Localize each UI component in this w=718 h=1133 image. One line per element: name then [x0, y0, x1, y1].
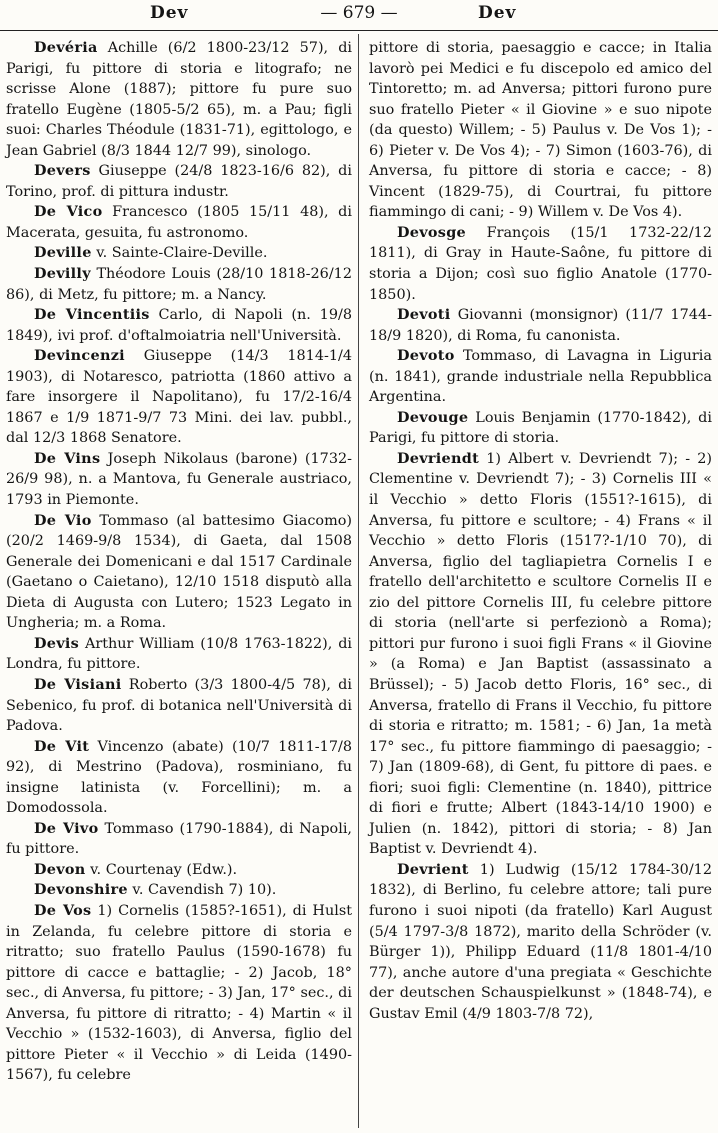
entry-headword: De Vins — [34, 449, 101, 467]
entry — [6, 819, 352, 860]
entry — [369, 860, 712, 1024]
entry-headword: De Visiani — [34, 675, 122, 693]
entry — [6, 161, 352, 202]
entry-headword: Devilly — [34, 265, 91, 283]
entry — [6, 243, 352, 264]
entry — [6, 202, 352, 243]
entry-headword: Devis — [34, 634, 80, 652]
entry-headword: De Vivo — [34, 819, 99, 837]
entry-text: pittore di storia, paesaggio e cacce; in Italia lavorò pei Medici e fu discepolo ed amico del Tintoretto; m. ad Anversa; pittori furono pure suo fratello Pieter « il Giovine » e suo nipote (da questo) Willem; - 5) Paulus v. De Vos 1); - 6) Pieter v. De Vos 4); - 7) Simon (1603-76), di Anversa, fu pittore di storia e cacce; - 8) Vincent (1829-75), di Courtrai, fu pittore fiammingo di cani; - 9) Willem v. De Vos 4). — [369, 40, 712, 221]
entry — [6, 449, 352, 511]
running-header — [0, 0, 718, 31]
entry-text: 1) Cornelis (1585?-1651), di Hulst in Zelanda, fu celebre pittore di storia e ritratto; suo fratello Paulus (1590-1678) fu pittore di cacce e battaglie; - 2) Jacob, 18° sec., di Anversa, fu pittore; - 3) Jan, 17° sec., di Anversa, fu pittore di ritratto; - 4) Martin « il Vecchio » (1532-1603), di Anversa, figlio del pittore Pieter « il Vecchio » di Leida (1490-1567), fu celebre — [6, 902, 352, 1084]
entry-headword: Devincenzi — [34, 347, 125, 365]
entry-text: Carlo, di Napoli (n. 19/8 1849), ivi prof. d'oftalmoiatria nell'Università. — [6, 307, 352, 344]
entry-headword: Devon — [34, 860, 86, 878]
entry — [6, 305, 352, 346]
entry — [369, 449, 712, 860]
entry-headword: Devouge — [397, 408, 469, 426]
entry-text: Tommaso, di Lavagna in Liguria (n. 1841), grande industriale nella Repubblica Argentina. — [369, 348, 712, 406]
entry-text: Louis Benjamin (1770-1842), di Parigi, fu pittore di storia. — [369, 409, 712, 447]
entry — [6, 346, 352, 449]
entry-headword: Devoto — [397, 347, 455, 365]
entry-text: Vincenzo (abate) (10/7 1811-17/8 92), di Mestrino (Padova), rosminiano, fu insigne latinista (v. Forcellini); m. a Domodossola. — [6, 738, 352, 817]
entry — [6, 38, 352, 161]
entry — [6, 511, 352, 634]
entry — [369, 346, 712, 408]
entry-headword: Deville — [34, 244, 92, 262]
entry-headword: De Vio — [34, 511, 92, 529]
header-right-guide-word: Dev — [478, 3, 517, 23]
column-divider — [358, 34, 359, 1128]
entry-text: Giovanni (monsignor) (11/7 1744-18/9 1820), di Roma, fu canonista. — [369, 307, 712, 344]
entry-headword: De Vico — [34, 203, 103, 221]
entry-text: Tommaso (al battesimo Giacomo) (20/2 1469-9/8 1534), di Gaeta, dal 1508 Generale dei Domenicani e dal 1517 Cardinale (Gaetano o Caietano), 12/10 1518 disputò alla Dieta di Augusta con Lutero; 1523 Legato in Ungheria; m. a Roma. — [6, 512, 352, 632]
entry-headword: Devosge — [397, 223, 467, 241]
left-column — [6, 38, 352, 1086]
entry-text: v. Courtenay (Edw.). — [90, 861, 238, 878]
entry-headword: Devriendt — [397, 449, 480, 467]
entry-text: François (15/1 1732-22/12 1811), di Gray in Haute-Saône, fu pittore di storia a Dijon; così suo figlio Anatole (1770-1850). — [369, 224, 712, 303]
entry-text: Francesco (1805 15/11 48), di Macerata, gesuita, fu astronomo. — [6, 204, 352, 241]
entry — [369, 223, 712, 305]
entry-headword: De Vit — [34, 737, 90, 755]
entry-text: Giuseppe (14/3 1814-1/4 1903), di Notaresco, patriotta (1860 attivo a fare insorgere il Napolitano), fu 17/2-16/4 1867 e 1/9 1871-9/7 73 Mini. dei lav. pubbl., dal 12/3 1868 Senatore. — [6, 348, 353, 447]
entry-text: Achille (6/2 1800-23/12 57), di Parigi, fu pittore di storia e litografo; ne scrisse Alone (1887); pittore fu pure suo fratello Eugène (1805-5/2 65), m. a Pau; figli suoi: Charles Théodule (1831-71), egittologo, e Jean Gabriel (8/3 1844 12/7 99), sinologo. — [6, 40, 353, 159]
entry-text: Arthur William (10/8 1763-1822), di Londra, fu pittore. — [6, 635, 353, 673]
entry — [369, 408, 712, 449]
entry-text: v. Cavendish 7) 10). — [132, 882, 277, 899]
entry — [6, 675, 352, 737]
entry-text: Tommaso (1790-1884), di Napoli, fu pittore. — [6, 820, 352, 858]
entry-headword: Devers — [34, 162, 91, 180]
entry-text: Giuseppe (24/8 1823-16/6 82), di Torino, prof. di pittura industr. — [6, 163, 352, 200]
entry-headword: Devrient — [397, 860, 469, 878]
entry-continuation — [369, 38, 712, 223]
header-left-guide-word: Dev — [150, 3, 189, 23]
entry-headword: De Vincentiis — [34, 306, 150, 324]
entry-headword: Devoti — [397, 306, 451, 324]
entry — [6, 634, 352, 675]
entry-text: Joseph Nikolaus (barone) (1732-26/9 98), n. a Mantova, fu Generale austriaco, 1793 in Piemonte. — [6, 450, 352, 509]
entry — [369, 305, 712, 346]
entry — [6, 860, 352, 881]
entry — [6, 737, 352, 819]
entry-text: 1) Ludwig (15/12 1784-30/12 1832), di Berlino, fu celebre attore; tali pure furono i suoi nipoti (da fratello) Karl August (5/4 1797-3/8 1872), marito della Schröder (v. Bürger 1)), Philipp Eduard (11/8 1801-4/10 77), anche autore d'una pregiata « Geschichte der deutschen Schauspielkunst » (1848-74), e Gustav Emil (4/9 1803-7/8 72), — [369, 861, 712, 1022]
entry-text: 1) Albert v. Devriendt 7); - 2) Clementine v. Devriendt 7); - 3) Cornelis III « il Vecchio » detto Floris (1551?-1615), di Anversa, fu pittore e scultore; - 4) Frans « il Vecchio » detto Floris (1517?-1/10 70), di Anversa, figlio del tagliapietra Cornelis I e fratello dell'architetto e scultore Cornelis II e zio del pittore Cornelis III, fu celebre pittore di storia (nell'arte si perfezionò a Roma); pittori pur furono i suoi figli Frans « il Giovine » (a Roma) e Jan Baptist (assassinato a Brüssel); - 5) Jacob detto Floris, 16° sec., di Anversa, fratello di Frans il Vecchio, fu pittore di storia e ritratto; m. 1581; - 6) Jan, 1a metà 17° sec., fu pittore fiammingo di paesaggio; - 7) Jan (1809-68), di Gent, fu pittore di paes. e fiori; suoi figli: Clementine (n. 1840), pittrice di fiori e frutte; Albert (1843-14/10 1900) e Julien (n. 1842), pittori di storia; - 8) Jan Baptist v. Devriendt 4). — [369, 450, 712, 858]
entry-headword: Devonshire — [34, 881, 128, 899]
entry — [6, 901, 352, 1086]
right-column — [369, 38, 712, 1024]
entry-headword: Devéria — [34, 39, 98, 56]
page-number: — 679 — — [320, 3, 398, 23]
entry-text: v. Sainte-Claire-Deville. — [96, 245, 268, 262]
entry-headword: De Vos — [34, 901, 92, 919]
entry — [6, 880, 352, 901]
entry — [6, 264, 352, 305]
entry-text: Roberto (3/3 1800-4/5 78), di Sebenico, fu prof. di botanica nell'Università di Padova. — [6, 676, 352, 735]
entry-text: Théodore Louis (28/10 1818-26/12 86), di Metz, fu pittore; m. a Nancy. — [6, 266, 352, 303]
